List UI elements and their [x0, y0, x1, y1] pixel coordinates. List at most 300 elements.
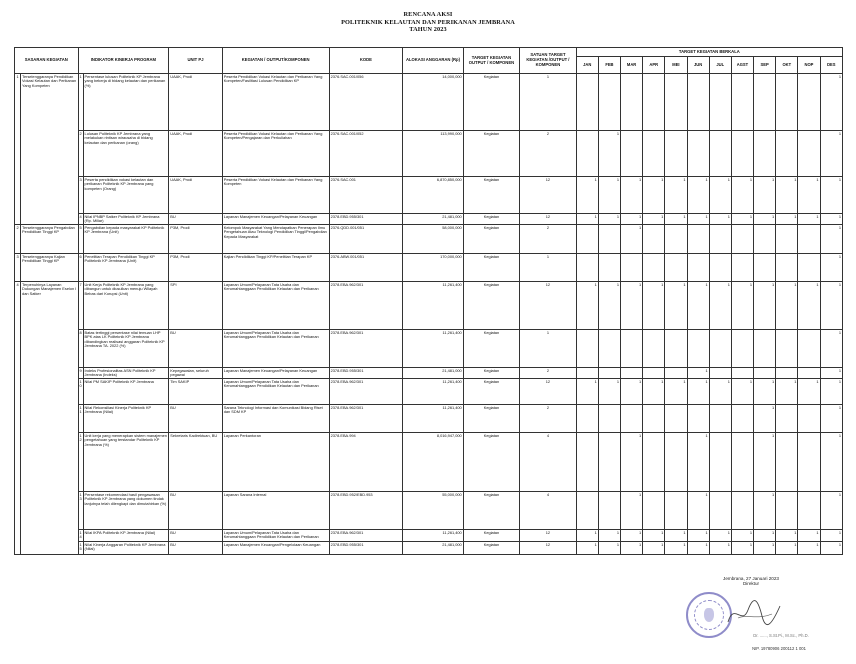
header-month: JUL	[709, 57, 731, 74]
month-target-cell: 1	[754, 542, 776, 555]
kegiatan-text: Peserta Pendidikan Vokasi Kelautan dan Perikanan Yang Kompeten/Pengajaran dan Perkuliahan	[222, 131, 329, 177]
table-row	[15, 177, 843, 214]
kode-cell: 2376.SAC.001	[329, 177, 403, 214]
month-target-cell: 1	[820, 225, 842, 254]
header-kegiatan: KEGIATAN / OUTPUT/KOMPONEN	[222, 48, 329, 74]
month-target-cell: 1	[665, 282, 687, 330]
month-target-cell: 1	[598, 530, 620, 542]
month-target-cell	[621, 330, 643, 368]
indikator-text: Peserta pendidikan vokasi kelautan dan perikanan Politeknik KP Jembrana yang kompeten (Orang)	[83, 177, 169, 214]
unit-pj: BU	[169, 405, 222, 433]
handwritten-signature	[724, 596, 784, 630]
target-cell: Kegiatan	[463, 254, 519, 282]
unit-pj: BU	[169, 492, 222, 530]
month-target-cell: 1	[665, 379, 687, 405]
month-target-cell: 1	[798, 282, 820, 330]
month-target-cell	[643, 254, 665, 282]
month-target-cell	[598, 330, 620, 368]
month-target-cell: 1	[643, 214, 665, 225]
target-cell: Kegiatan	[463, 405, 519, 433]
kegiatan-text: Layanan Manajemen Keuangan/Pelayanan Keuangan	[222, 368, 329, 379]
alokasi-cell: 6,870,850,000	[403, 177, 464, 214]
month-target-cell: 1	[731, 177, 753, 214]
indikator-number: 15	[78, 542, 83, 555]
document-title	[0, 11, 856, 34]
month-target-cell	[731, 492, 753, 530]
alokasi-cell: 113,990,000	[403, 131, 464, 177]
sasaran-text: Terpenuhinya Layanan Dukungan Manajemen Eselon I dan Satker	[21, 282, 78, 555]
month-target-cell	[643, 433, 665, 492]
month-target-cell: 1	[820, 492, 842, 530]
unit-pj: UAAK, Prodi	[169, 131, 222, 177]
month-target-cell: 1	[598, 542, 620, 555]
month-target-cell: 1	[576, 177, 598, 214]
month-target-cell	[621, 74, 643, 131]
header-month: SEP	[754, 57, 776, 74]
title-line-1: RENCANA AKSI	[403, 11, 453, 18]
header-month: NOP	[798, 57, 820, 74]
satuan-cell: 12	[520, 530, 576, 542]
indikator-text: Unit Kerja Politeknik KP Jembrana yang dibangun untuk diusulkan menuju Wilayah Bebas dari Korupsi (Unit)	[83, 282, 169, 330]
sasaran-text: Terselenggaranya Pendidikan Vokasi Kelautan dan Perikanan Yang Kompeten	[21, 74, 78, 225]
satuan-cell: 1	[520, 74, 576, 131]
month-target-cell: 1	[687, 542, 709, 555]
table-row	[15, 214, 843, 225]
month-target-cell: 1	[576, 282, 598, 330]
header-sasaran: SASARAN KEGIATAN	[15, 48, 79, 74]
month-target-cell: 1	[754, 177, 776, 214]
month-target-cell	[798, 131, 820, 177]
month-target-cell: 1	[754, 379, 776, 405]
month-target-cell	[665, 433, 687, 492]
table-row	[15, 330, 843, 368]
kode-cell: 2378.EBD.955/301	[329, 368, 403, 379]
sasaran-text: Terselenggaranya Pengabdian Pendidikan Tinggi KP	[21, 225, 78, 254]
table-row	[15, 433, 843, 492]
month-target-cell: 1	[576, 379, 598, 405]
table-row	[15, 131, 843, 177]
month-target-cell	[709, 330, 731, 368]
indikator-text: Nilai PM SAKIP Politeknik KP Jembrana	[83, 379, 169, 405]
month-target-cell: 1	[820, 530, 842, 542]
month-target-cell: 1	[798, 177, 820, 214]
alokasi-cell: 11,261,400	[403, 379, 464, 405]
month-target-cell	[665, 254, 687, 282]
month-target-cell	[576, 492, 598, 530]
indikator-text: Lulusan Politeknik KP Jembrana yang melakukan rintisan wirausaha di bidang kelautan dan perikanan (orang)	[83, 131, 169, 177]
month-target-cell	[754, 254, 776, 282]
month-target-cell: 1	[621, 542, 643, 555]
indikator-number: 1	[78, 74, 83, 131]
header-month: JUN	[687, 57, 709, 74]
month-target-cell	[576, 330, 598, 368]
month-target-cell: 1	[820, 405, 842, 433]
sasaran-number: 1	[15, 74, 21, 225]
indikator-number: 10	[78, 379, 83, 405]
month-target-cell: 1	[820, 379, 842, 405]
unit-pj: UAAK, Prodi	[169, 74, 222, 131]
indikator-number: 14	[78, 530, 83, 542]
target-cell: Kegiatan	[463, 177, 519, 214]
month-target-cell	[643, 74, 665, 131]
month-target-cell: 1	[621, 177, 643, 214]
kode-cell: 2376.SAC.001/056	[329, 74, 403, 131]
month-target-cell: 1	[820, 254, 842, 282]
month-target-cell	[576, 368, 598, 379]
unit-pj: Tim SAKIP	[169, 379, 222, 405]
indikator-text: Persentase lulusan Politeknik KP Jembrana yang bekerja di bidang kelautan dan perikanan (%)	[83, 74, 169, 131]
month-target-cell: 1	[643, 542, 665, 555]
indikator-number: 12	[78, 433, 83, 492]
month-target-cell: 1	[598, 282, 620, 330]
target-cell: Kegiatan	[463, 214, 519, 225]
satuan-cell: 1	[520, 254, 576, 282]
signature-block	[676, 576, 826, 587]
month-target-cell: 1	[820, 433, 842, 492]
kegiatan-text: Sarana Teknologi Informasi dan Komunikasi Bidang Riset dan SDM KP	[222, 405, 329, 433]
month-target-cell	[621, 368, 643, 379]
satuan-cell: 2	[520, 368, 576, 379]
indikator-number: 2	[78, 131, 83, 177]
indikator-text: Persentase rekomendasi hasil pengawasan Politeknik KP Jembrana yang dokumen tindak lanjutnya telah dilengkapi dan dimutahirkan (%)	[83, 492, 169, 530]
month-target-cell	[643, 330, 665, 368]
unit-pj: P3M, Prodi	[169, 225, 222, 254]
month-target-cell: 1	[776, 214, 798, 225]
header-month: FEB	[598, 57, 620, 74]
month-target-cell	[665, 405, 687, 433]
month-target-cell: 1	[621, 379, 643, 405]
month-target-cell	[621, 131, 643, 177]
alokasi-cell: 11,261,400	[403, 330, 464, 368]
month-target-cell	[576, 225, 598, 254]
month-target-cell: 1	[820, 131, 842, 177]
unit-pj: UAAK, Prodi	[169, 177, 222, 214]
month-target-cell	[687, 74, 709, 131]
target-cell: Kegiatan	[463, 74, 519, 131]
satuan-cell: 4	[520, 492, 576, 530]
month-target-cell: 1	[643, 530, 665, 542]
kegiatan-text: Layanan Manajemen Keuangan/Pengelolaan Keuangan	[222, 542, 329, 555]
month-target-cell: 1	[621, 225, 643, 254]
month-target-cell: 1	[576, 530, 598, 542]
alokasi-cell: 55,000,000	[403, 492, 464, 530]
month-target-cell	[754, 225, 776, 254]
indikator-text: Batas tertinggi persentase nilai temuan LHP BPK atas LK Politeknik KP Jembrana dibandingkan realisasi anggaran Politeknik KP Jembrana TA. 2022 (%)	[83, 330, 169, 368]
month-target-cell	[731, 254, 753, 282]
indikator-number: 4	[78, 214, 83, 225]
indikator-text: Penelitian Terapan Pendidikan Tinggi KP Politeknik KP Jembrana (Unit)	[83, 254, 169, 282]
alokasi-cell: 170,000,000	[403, 254, 464, 282]
kode-cell: 2376.SAC.001/052	[329, 131, 403, 177]
table-row	[15, 368, 843, 379]
satuan-cell: 12	[520, 177, 576, 214]
table-row	[15, 254, 843, 282]
table-row	[15, 405, 843, 433]
month-target-cell	[731, 405, 753, 433]
month-target-cell: 1	[776, 542, 798, 555]
month-target-cell	[754, 74, 776, 131]
header-month: MEI	[665, 57, 687, 74]
month-target-cell	[576, 131, 598, 177]
kegiatan-text: Layanan Umum/Pelayanan Tata Usaha dan Kerumahtanggaan Pendidikan Kelautan dan Perikanan	[222, 379, 329, 405]
month-target-cell: 1	[621, 433, 643, 492]
unit-pj: BU	[169, 214, 222, 225]
month-target-cell	[687, 225, 709, 254]
alokasi-cell: 14,000,000	[403, 74, 464, 131]
month-target-cell	[665, 330, 687, 368]
kode-cell: 2376.ABW.001/051	[329, 254, 403, 282]
month-target-cell	[576, 74, 598, 131]
header-alokasi: ALOKASI ANGGARAN (Rp)	[403, 48, 464, 74]
month-target-cell: 1	[731, 379, 753, 405]
target-cell: Kegiatan	[463, 330, 519, 368]
month-target-cell: 1	[709, 177, 731, 214]
title-line-2: POLITEKNIK KELAUTAN DAN PERIKANAN JEMBRANA	[341, 18, 515, 26]
sasaran-text: Terselenggaranya Kajian Pendidikan Tinggi KP	[21, 254, 78, 282]
satuan-cell: 12	[520, 379, 576, 405]
month-target-cell	[798, 368, 820, 379]
month-target-cell	[776, 405, 798, 433]
month-target-cell	[798, 254, 820, 282]
kode-cell: 2378.EBA.962/301	[329, 530, 403, 542]
alokasi-cell: 21,481,000	[403, 368, 464, 379]
header-month: OKT	[776, 57, 798, 74]
kode-cell: 2378.EBD.955/301	[329, 542, 403, 555]
target-cell: Kegiatan	[463, 368, 519, 379]
title-line-3: TAHUN 2023	[409, 26, 447, 34]
indikator-number: 3	[78, 177, 83, 214]
month-target-cell: 1	[731, 282, 753, 330]
unit-pj: BU	[169, 542, 222, 555]
month-target-cell: 1	[576, 214, 598, 225]
month-target-cell	[798, 492, 820, 530]
satuan-cell: 2	[520, 405, 576, 433]
indikator-number: 8	[78, 330, 83, 368]
header-indikator: INDIKATOR KINERJA PROGRAM	[78, 48, 169, 74]
alokasi-cell: 21,481,000	[403, 214, 464, 225]
month-target-cell: 1	[820, 368, 842, 379]
month-target-cell	[798, 405, 820, 433]
month-target-cell: 1	[754, 405, 776, 433]
header-berkala: TARGET KEGIATAN BERKALA	[576, 48, 842, 57]
month-target-cell	[643, 368, 665, 379]
satuan-cell: 12	[520, 282, 576, 330]
month-target-cell	[709, 368, 731, 379]
month-target-cell	[709, 225, 731, 254]
month-target-cell	[643, 131, 665, 177]
month-target-cell: 1	[665, 177, 687, 214]
month-target-cell: 1	[621, 530, 643, 542]
month-target-cell: 1	[709, 530, 731, 542]
month-target-cell	[598, 433, 620, 492]
month-target-cell	[598, 368, 620, 379]
indikator-text: Unit kerja yang menerapkan sistem manajemen pengetahuan yang terstandar Politeknik KP Jembrana (%)	[83, 433, 169, 492]
signature-place-date: Jembrana, 27 Januari 2023	[723, 576, 779, 581]
satuan-cell: 1	[520, 330, 576, 368]
kode-cell: 2376.QDD.001/051	[329, 225, 403, 254]
month-target-cell: 1	[754, 530, 776, 542]
header-month: JAN	[576, 57, 598, 74]
header-month: DES	[820, 57, 842, 74]
month-target-cell	[665, 492, 687, 530]
kode-cell: 2378.EBA.994	[329, 433, 403, 492]
month-target-cell: 1	[643, 177, 665, 214]
action-plan-body	[15, 74, 843, 555]
month-target-cell	[776, 492, 798, 530]
month-target-cell: 1	[665, 214, 687, 225]
month-target-cell: 1	[776, 177, 798, 214]
target-cell: Kegiatan	[463, 492, 519, 530]
kegiatan-text: Layanan Sarana Internal	[222, 492, 329, 530]
month-target-cell: 1	[776, 282, 798, 330]
month-target-cell	[709, 405, 731, 433]
month-target-cell	[731, 368, 753, 379]
month-target-cell: 1	[621, 214, 643, 225]
unit-pj: BU	[169, 530, 222, 542]
month-target-cell: 1	[820, 74, 842, 131]
month-target-cell: 1	[687, 214, 709, 225]
alokasi-cell: 11,261,400	[403, 405, 464, 433]
month-target-cell	[731, 330, 753, 368]
kegiatan-text: Kajian Pendidikan Tinggi KP/Penelitian Terapan KP	[222, 254, 329, 282]
indikator-text: Indeks Profesionalitas ASN Politeknik KP Jembrana (Indeks)	[83, 368, 169, 379]
unit-pj: P3M, Prodi	[169, 254, 222, 282]
unit-pj: SPI	[169, 282, 222, 330]
table-row	[15, 542, 843, 555]
header-unit: UNIT PJ	[169, 48, 222, 74]
month-target-cell: 1	[820, 282, 842, 330]
kode-cell: 2378.EBD.952/EBD.953	[329, 492, 403, 530]
kegiatan-text: Layanan Umum/Pelayanan Tata Usaha dan Kerumahtanggaan Pendidikan Kelautan dan Perikanan	[222, 330, 329, 368]
alokasi-cell: 11,261,400	[403, 530, 464, 542]
month-target-cell	[776, 368, 798, 379]
month-target-cell	[798, 330, 820, 368]
kode-cell: 2378.EBA.962/301	[329, 379, 403, 405]
month-target-cell: 1	[798, 530, 820, 542]
month-target-cell: 1	[731, 530, 753, 542]
table-row	[15, 530, 843, 542]
month-target-cell	[576, 254, 598, 282]
target-cell: Kegiatan	[463, 433, 519, 492]
indikator-number: 5	[78, 225, 83, 254]
indikator-number: 9	[78, 368, 83, 379]
sasaran-number: 2	[15, 225, 21, 254]
unit-pj: Sekretaris Kadirektuan, BU	[169, 433, 222, 492]
month-target-cell	[798, 74, 820, 131]
satuan-cell: 2	[520, 225, 576, 254]
table-row	[15, 74, 843, 131]
month-target-cell: 1	[731, 542, 753, 555]
indikator-number: 6	[78, 254, 83, 282]
month-target-cell	[576, 405, 598, 433]
header-month: AGST	[731, 57, 753, 74]
signature-nip: NIP. 19780906 200112 1 001	[752, 646, 806, 651]
target-cell: Kegiatan	[463, 530, 519, 542]
month-target-cell	[731, 433, 753, 492]
month-target-cell: 1	[820, 330, 842, 368]
month-target-cell: 1	[598, 214, 620, 225]
month-target-cell	[731, 225, 753, 254]
month-target-cell: 1	[687, 492, 709, 530]
kode-cell: 2378.EBA.962/301	[329, 282, 403, 330]
month-target-cell	[731, 131, 753, 177]
month-target-cell	[665, 225, 687, 254]
kode-cell: 2378.EBA.962/301	[329, 405, 403, 433]
month-target-cell	[576, 433, 598, 492]
kegiatan-text: Layanan Perkantoran	[222, 433, 329, 492]
month-target-cell: 1	[687, 379, 709, 405]
month-target-cell	[709, 254, 731, 282]
month-target-cell: 1	[576, 542, 598, 555]
month-target-cell: 1	[731, 214, 753, 225]
kode-cell: 2378.EBA.962/301	[329, 330, 403, 368]
table-row	[15, 282, 843, 330]
month-target-cell: 1	[798, 542, 820, 555]
kegiatan-text: Layanan Umum/Pelayanan Tata Usaha dan Kerumahtanggaan Pendidikan Kelautan dan Perikanan	[222, 282, 329, 330]
month-target-cell	[643, 405, 665, 433]
month-target-cell	[776, 131, 798, 177]
month-target-cell	[687, 254, 709, 282]
month-target-cell	[798, 433, 820, 492]
month-target-cell: 1	[687, 530, 709, 542]
month-target-cell	[598, 225, 620, 254]
month-target-cell: 1	[820, 214, 842, 225]
month-target-cell: 1	[798, 214, 820, 225]
month-target-cell: 1	[820, 542, 842, 555]
month-target-cell	[665, 368, 687, 379]
unit-pj: Kepegawaian, seluruh pegawai	[169, 368, 222, 379]
month-target-cell: 1	[687, 433, 709, 492]
month-target-cell: 1	[598, 379, 620, 405]
month-target-cell	[621, 254, 643, 282]
kegiatan-text: Kelompok Masyarakat Yang Mendapatkan Penerapan Ilmu Pengetahuan Atau Teknologi Pendidikan Tinggi/Pengabdian Kepada Masyarakat	[222, 225, 329, 254]
month-target-cell: 1	[687, 282, 709, 330]
kegiatan-text: Layanan Umum/Pelayanan Tata Usaha dan Kerumahtanggaan Pendidikan Kelautan dan Perikanan	[222, 530, 329, 542]
month-target-cell	[709, 131, 731, 177]
kode-cell: 2378.EBD.955/301	[329, 214, 403, 225]
indikator-text: Pengabdian kepada masyarakat KP Politeknik KP Jembrana (Unit)	[83, 225, 169, 254]
table-row	[15, 379, 843, 405]
indikator-text: Nilai IKPA Politeknik KP Jembrana (Nilai)	[83, 530, 169, 542]
satuan-cell: 12	[520, 214, 576, 225]
signature-name: Dr. ......, S.St.Pi., M.Sc., Ph.D.	[753, 633, 809, 638]
month-target-cell: 1	[643, 379, 665, 405]
month-target-cell	[598, 254, 620, 282]
month-target-cell: 1	[621, 492, 643, 530]
month-target-cell	[798, 225, 820, 254]
alokasi-cell: 21,481,000	[403, 542, 464, 555]
month-target-cell	[776, 433, 798, 492]
month-target-cell	[665, 74, 687, 131]
header-month: MAR	[621, 57, 643, 74]
month-target-cell	[687, 405, 709, 433]
satuan-cell: 12	[520, 542, 576, 555]
action-plan-table	[14, 47, 843, 555]
target-cell: Kegiatan	[463, 282, 519, 330]
month-target-cell: 1	[754, 282, 776, 330]
kegiatan-text: Peserta Pendidikan Vokasi Kelautan dan Perikanan Yang Kompeten/Fasilitasi Lulusan Pendidikan KP	[222, 74, 329, 131]
month-target-cell: 1	[687, 368, 709, 379]
target-cell: Kegiatan	[463, 225, 519, 254]
signature-role: Direktur	[742, 581, 760, 587]
header-satuan: SATUAN TARGET KEGIATAN /OUTPUT / KOMPONEN	[520, 48, 576, 74]
month-target-cell	[754, 330, 776, 368]
month-target-cell	[709, 433, 731, 492]
alokasi-cell: 11,261,400	[403, 282, 464, 330]
alokasi-cell: 58,000,000	[403, 225, 464, 254]
month-target-cell	[687, 330, 709, 368]
month-target-cell	[621, 405, 643, 433]
